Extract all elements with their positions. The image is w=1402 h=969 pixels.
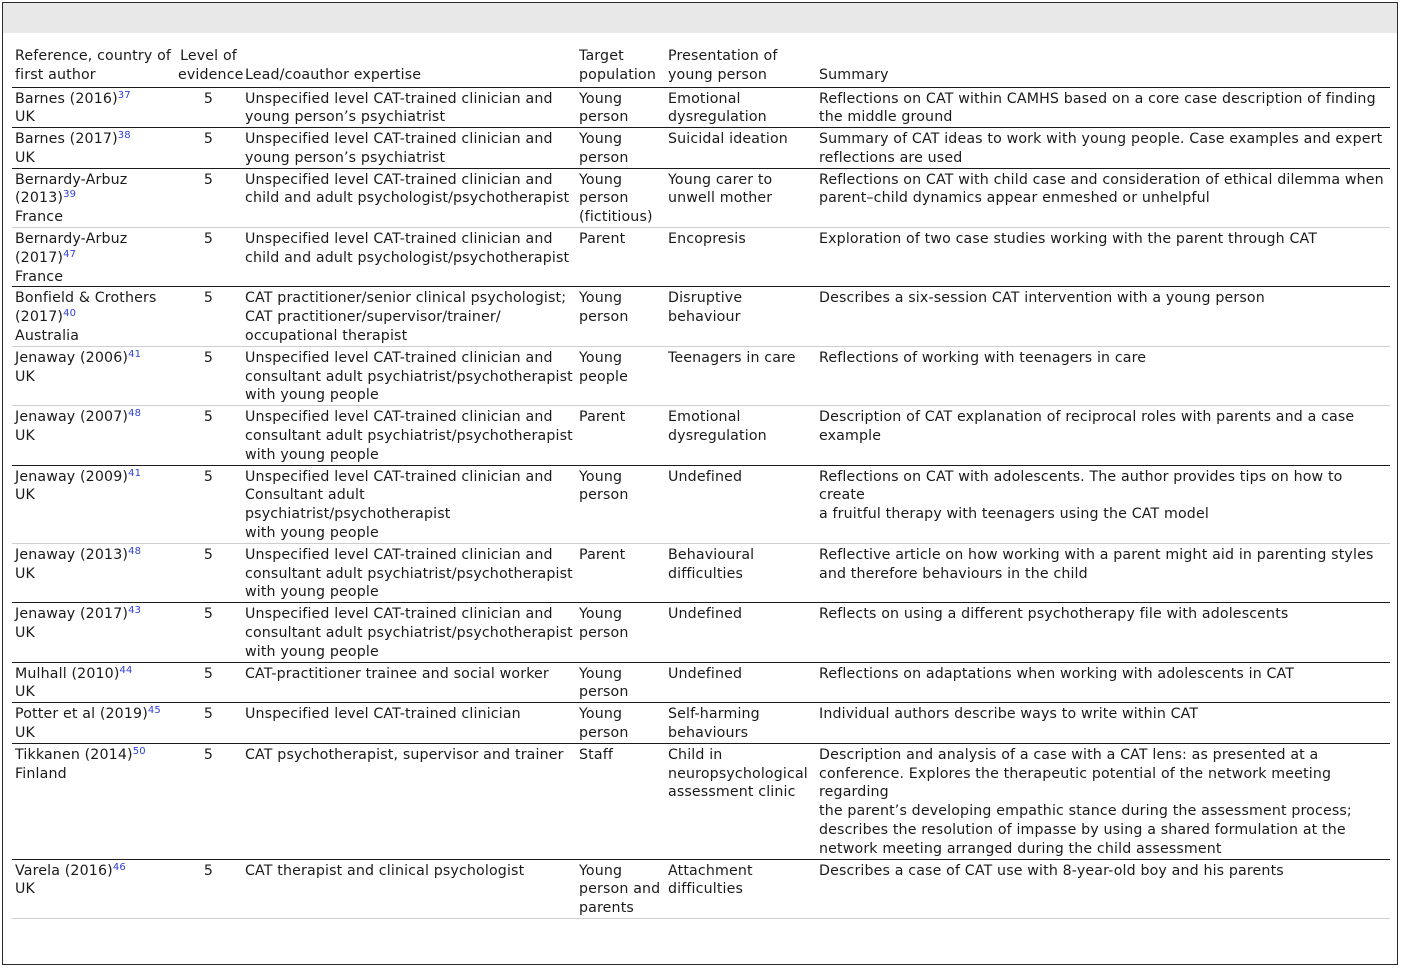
cell-level: 5	[203, 706, 214, 723]
cell-presentation: Young carer to unwell mother	[668, 171, 773, 207]
reference-country: UK	[15, 487, 35, 504]
cell-summary: Reflections on adaptations when working with adolescents in CAT	[819, 665, 1295, 682]
reference-author: Bernardy-Arbuz (2013)	[15, 171, 128, 207]
reference-country: UK	[15, 428, 35, 445]
cell-target: Young person and parents	[579, 862, 661, 917]
cell-level: 5	[203, 546, 214, 563]
cell-level: 5	[203, 171, 214, 188]
table-body	[12, 87, 1390, 918]
cell-reference	[12, 662, 175, 703]
header-presentation: Presentation of young person	[668, 47, 778, 83]
cell-reference	[12, 743, 175, 859]
cell-level: 5	[203, 409, 214, 426]
table-row	[12, 603, 1390, 662]
reference-author: Jenaway (2006)	[15, 349, 129, 366]
reference-citation-link[interactable]: 48	[128, 408, 142, 420]
cell-expertise: CAT psychotherapist, supervisor and trainer	[245, 746, 564, 763]
reference-citation-link[interactable]: 45	[147, 705, 161, 717]
cell-target: Young person	[579, 131, 629, 166]
reference-citation-link[interactable]: 46	[112, 861, 126, 873]
cell-level: 5	[203, 746, 214, 763]
reference-citation-link[interactable]: 40	[63, 308, 77, 320]
cell-summary: Reflections on CAT within CAMHS based on a core case description of finding the middle ground	[819, 90, 1376, 126]
reference-author: Jenaway (2007)	[15, 409, 129, 426]
header-expertise: Lead/coauthor expertise	[245, 66, 422, 83]
cell-reference	[12, 87, 175, 128]
cell-presentation: Behavioural difficulties	[668, 546, 755, 582]
header-level: Level of evidence	[178, 47, 244, 83]
cell-target: Parent	[579, 546, 626, 563]
reference-country: UK	[15, 684, 35, 701]
studies-table	[12, 43, 1390, 919]
table-row	[12, 346, 1390, 405]
cell-expertise: Unspecified level CAT-trained clinician	[245, 706, 521, 723]
cell-expertise: Unspecified level CAT-trained clinician and consultant adult psychiatrist/psychotherapist with young people	[245, 409, 573, 463]
cell-presentation: Self-harming behaviours	[668, 706, 760, 741]
cell-presentation: Child in neuropsychological assessment clinic	[668, 746, 808, 801]
cell-level: 5	[203, 131, 214, 148]
cell-target: Young person	[579, 606, 629, 642]
cell-level: 5	[203, 290, 214, 307]
cell-reference	[12, 465, 175, 543]
header-target: Target population	[579, 47, 656, 83]
cell-presentation: Emotional dysregulation	[668, 409, 767, 445]
cell-level: 5	[203, 468, 214, 485]
cell-presentation: Suicidal ideation	[668, 131, 788, 148]
cell-summary: Reflections of working with teenagers in care	[819, 349, 1147, 366]
reference-citation-link[interactable]: 43	[128, 605, 142, 617]
cell-reference	[12, 168, 175, 227]
reference-citation-link[interactable]: 48	[128, 545, 142, 557]
cell-expertise: CAT practitioner/senior clinical psychologist; CAT practitioner/supervisor/trainer/ occupational therapist	[245, 290, 567, 345]
reference-citation-link[interactable]: 50	[132, 745, 146, 757]
table-frame	[2, 2, 1398, 965]
cell-expertise: Unspecified level CAT-trained clinician and young person’s psychiatrist	[245, 131, 553, 166]
table-row	[12, 287, 1390, 346]
reference-country: UK	[15, 565, 35, 582]
cell-level: 5	[203, 862, 214, 879]
reference-author: Potter et al (2019)	[15, 706, 148, 723]
reference-country: UK	[15, 149, 35, 166]
cell-target: Staff	[579, 746, 614, 763]
cell-presentation: Undefined	[668, 468, 743, 485]
cell-target: Young person	[579, 468, 629, 504]
header-summary: Summary	[819, 66, 889, 83]
cell-target: Young person	[579, 90, 629, 126]
cell-summary: Describes a case of CAT use with 8-year-old boy and his parents	[819, 862, 1284, 879]
reference-citation-link[interactable]: 39	[63, 189, 77, 201]
cell-expertise: CAT therapist and clinical psychologist	[245, 862, 525, 879]
cell-target: Young people	[579, 349, 628, 385]
cell-reference	[12, 703, 175, 744]
reference-author: Jenaway (2013)	[15, 546, 129, 563]
table-row	[12, 406, 1390, 465]
table-row	[12, 87, 1390, 128]
cell-expertise: Unspecified level CAT-trained clinician and child and adult psychologist/psychotherapist	[245, 231, 570, 266]
table-row	[12, 743, 1390, 859]
cell-summary: Reflects on using a different psychotherapy file with adolescents	[819, 606, 1289, 623]
reference-country: UK	[15, 881, 35, 898]
cell-target: Parent	[579, 231, 626, 248]
cell-reference	[12, 603, 175, 662]
cell-reference	[12, 346, 175, 405]
reference-author: Barnes (2017)	[15, 131, 118, 148]
cell-expertise: Unspecified level CAT-trained clinician and Consultant adult psychiatrist/psychotherapist with young people	[245, 468, 553, 542]
reference-country: UK	[15, 109, 35, 126]
reference-country: UK	[15, 725, 35, 741]
cell-presentation: Undefined	[668, 665, 743, 682]
reference-country: UK	[15, 368, 35, 385]
reference-citation-link[interactable]: 37	[117, 89, 131, 101]
cell-summary: Description of CAT explanation of reciprocal roles with parents and a case example	[819, 409, 1355, 445]
cell-target: Young person	[579, 290, 629, 326]
reference-author: Jenaway (2009)	[15, 468, 129, 485]
cell-target: Parent	[579, 409, 626, 426]
cell-expertise: Unspecified level CAT-trained clinician and child and adult psychologist/psychotherapist	[245, 171, 570, 207]
cell-reference	[12, 228, 175, 287]
cell-presentation: Attachment difficulties	[668, 862, 753, 898]
cell-target: Young person	[579, 665, 629, 701]
reference-author: Barnes (2016)	[15, 90, 118, 107]
reference-country: France	[15, 268, 64, 285]
reference-author: Bonfield & Crothers (2017)	[15, 290, 157, 326]
cell-presentation: Teenagers in care	[668, 349, 796, 366]
cell-presentation: Undefined	[668, 606, 743, 623]
cell-expertise: CAT-practitioner trainee and social worker	[245, 665, 549, 682]
cell-summary: Exploration of two case studies working with the parent through CAT	[819, 231, 1318, 248]
table-header-row	[12, 43, 1390, 87]
reference-citation-link[interactable]: 38	[117, 130, 131, 142]
reference-citation-link[interactable]: 41	[128, 467, 142, 479]
cell-expertise: Unspecified level CAT-trained clinician and consultant adult psychiatrist/psychotherapist with young people	[245, 606, 573, 660]
table-row	[12, 128, 1390, 169]
reference-citation-link[interactable]: 47	[63, 248, 77, 260]
cell-level: 5	[203, 349, 214, 366]
reference-country: Finland	[15, 765, 67, 782]
cell-summary: Reflective article on how working with a parent might aid in parenting styles and therefore behaviours in the child	[819, 546, 1374, 582]
cell-summary: Description and analysis of a case with a CAT lens: as presented at a conference. Explores the therapeutic potential of the network meeting regarding the parent’s developing empathic stance during the assessment process; describes the resolution of impasse by using a shared formulation at the network meeting arranged during the child assessment	[819, 746, 1352, 857]
reference-author: Bernardy-Arbuz (2017)	[15, 231, 128, 266]
cell-summary: Reflections on CAT with adolescents. The author provides tips on how to create a fruitful therapy with teenagers using the CAT model	[819, 468, 1343, 523]
reference-author: Jenaway (2017)	[15, 606, 129, 623]
table-row	[12, 168, 1390, 227]
cell-presentation: Emotional dysregulation	[668, 90, 767, 126]
cell-reference	[12, 543, 175, 602]
cell-expertise: Unspecified level CAT-trained clinician and consultant adult psychiatrist/psychotherapist with young people	[245, 349, 573, 404]
table-row	[12, 662, 1390, 703]
table-row	[12, 543, 1390, 602]
cell-summary: Reflections on CAT with child case and consideration of ethical dilemma when parent–child dynamics appear enmeshed or unhelpful	[819, 171, 1384, 207]
cell-target: Young person (fictitious)	[579, 171, 653, 226]
cell-expertise: Unspecified level CAT-trained clinician and young person’s psychiatrist	[245, 90, 553, 126]
table-row	[12, 465, 1390, 543]
cell-summary: Summary of CAT ideas to work with young people. Case examples and expert reflections are used	[819, 131, 1383, 166]
cell-summary: Describes a six-session CAT intervention with a young person	[819, 290, 1265, 307]
reference-author: Mulhall (2010)	[15, 665, 120, 682]
reference-country: France	[15, 209, 64, 226]
table-caption-bar	[3, 3, 1397, 33]
cell-level: 5	[203, 665, 214, 682]
cell-reference	[12, 859, 175, 918]
table-row	[12, 703, 1390, 744]
cell-presentation: Encopresis	[668, 231, 746, 248]
cell-reference	[12, 287, 175, 346]
table-row	[12, 228, 1390, 287]
table-row	[12, 859, 1390, 918]
cell-summary: Individual authors describe ways to write within CAT	[819, 706, 1199, 723]
reference-citation-link[interactable]: 41	[128, 348, 142, 360]
reference-citation-link[interactable]: 44	[119, 664, 133, 676]
cell-target: Young person	[579, 706, 629, 741]
cell-level: 5	[203, 231, 214, 248]
reference-country: UK	[15, 625, 35, 642]
cell-presentation: Disruptive behaviour	[668, 290, 743, 326]
cell-reference	[12, 128, 175, 169]
cell-level: 5	[203, 90, 214, 107]
header-reference: Reference, country of first author	[15, 47, 172, 83]
cell-expertise: Unspecified level CAT-trained clinician and consultant adult psychiatrist/psychotherapist with young people	[245, 546, 573, 601]
reference-author: Tikkanen (2014)	[15, 746, 133, 763]
reference-country: Australia	[15, 328, 80, 345]
reference-author: Varela (2016)	[15, 862, 113, 879]
cell-reference	[12, 406, 175, 465]
cell-level: 5	[203, 606, 214, 623]
